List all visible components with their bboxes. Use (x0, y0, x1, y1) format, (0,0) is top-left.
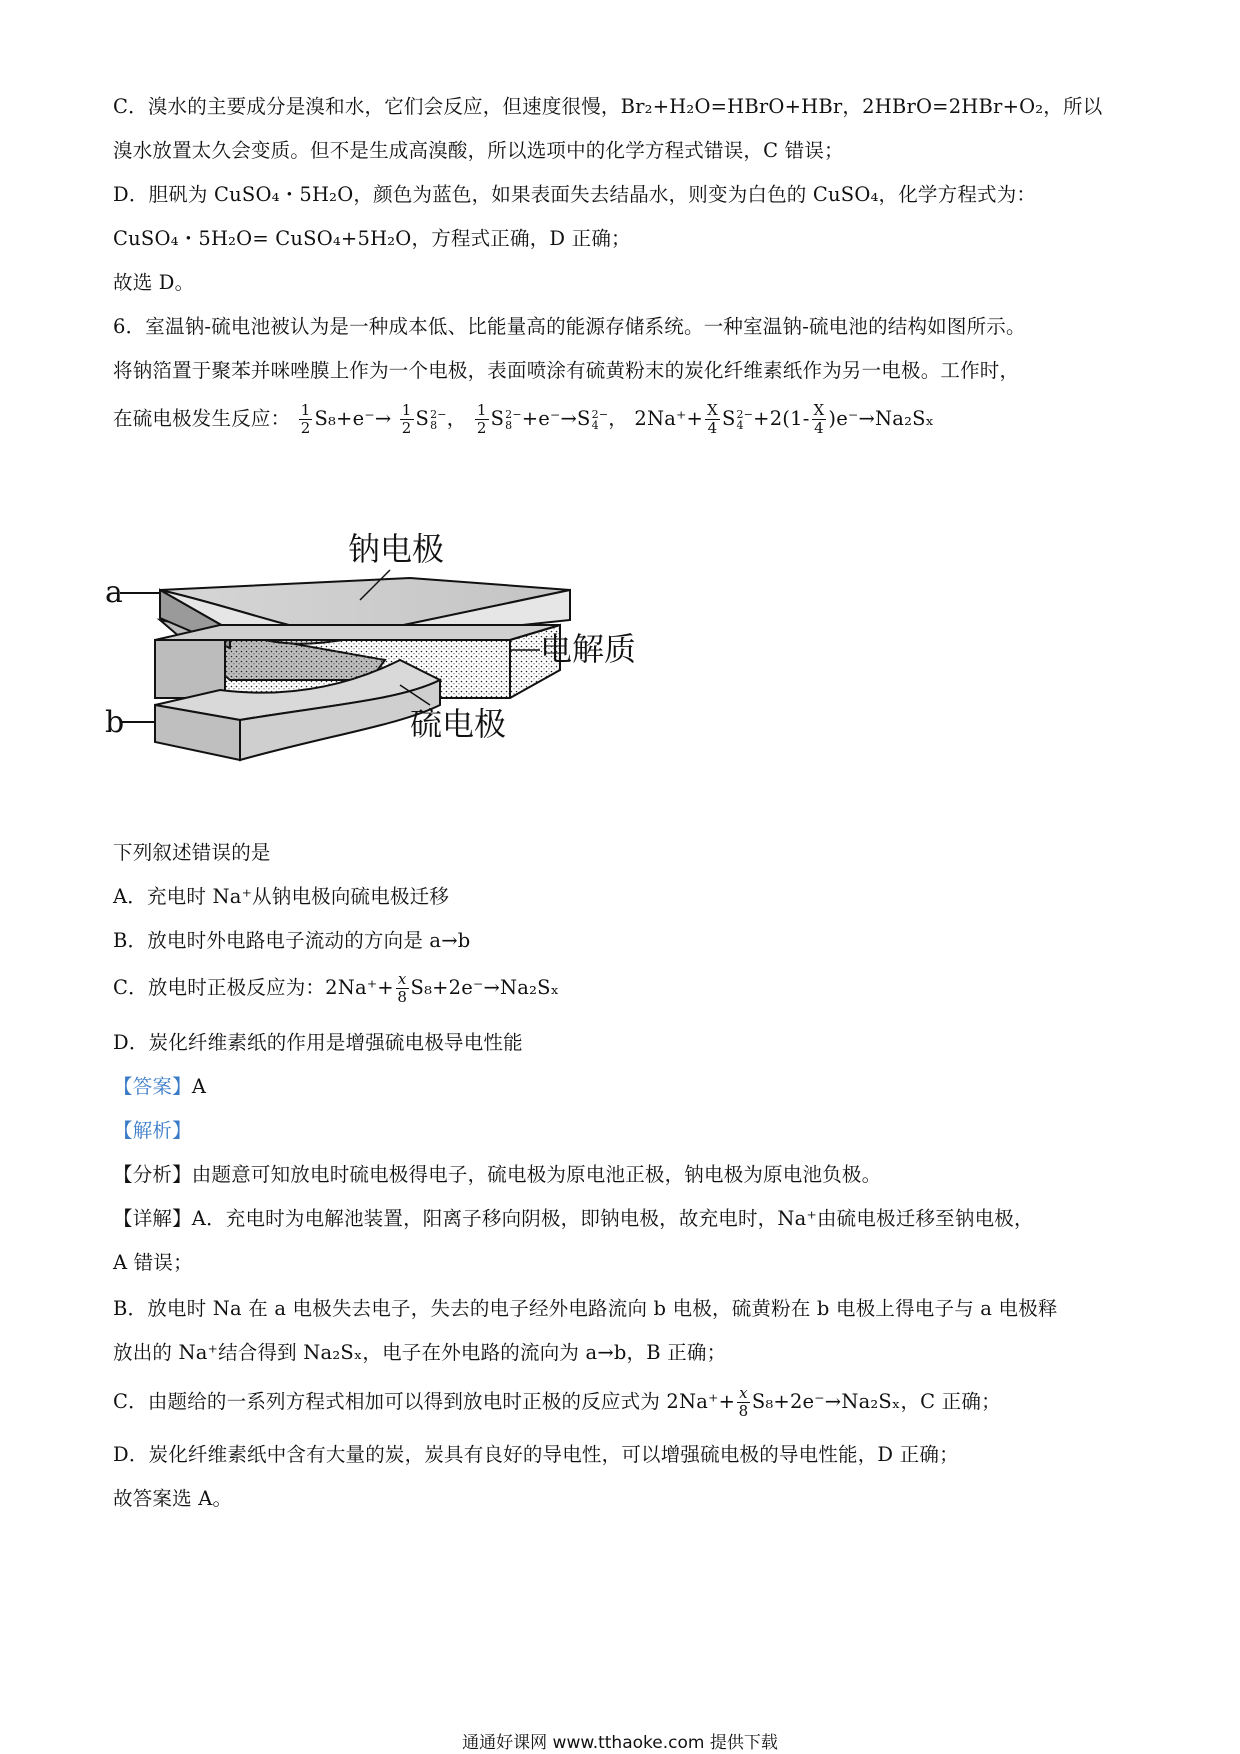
option-c-prefix: C．放电时正极反应为：2Na⁺+ (113, 976, 394, 999)
eq-term: )e⁻→Na₂Sₓ (828, 407, 935, 430)
sodium-sulfur-battery-diagram (100, 530, 720, 830)
text-line: C．溴水的主要成分是溴和水，它们会反应，但速度很慢，Br₂+H₂O=HBrO+HBr，2HBrO=2HBr+O₂，所以 (113, 95, 1103, 118)
detail-c-prefix: C．由题给的一系列方程式相加可以得到放电时正极的反应式为 2Na⁺+ (113, 1390, 736, 1413)
sulfur-electrode-reaction-line (113, 395, 934, 443)
analysis-detail: 放出的 Na⁺结合得到 Na₂Sₓ，电子在外电路的流向为 a→b，B 正确； (113, 1341, 727, 1364)
question-6-line: 6．室温钠-硫电池被认为是一种成本低、比能量高的能源存储系统。一种室温钠-硫电池的结构如图所示。 (113, 315, 1026, 338)
answer-line (113, 1072, 206, 1102)
text-line: 溴水放置太久会变质。但不是生成高溴酸，所以选项中的化学方程式错误，C 错误； (113, 139, 844, 162)
eq-term: S (490, 407, 505, 430)
analysis-detail: B．放电时 Na 在 a 电极失去电子，失去的电子经外电路流向 b 电极，硫黄粉在 b 电极上得电子与 a 电极释 (113, 1297, 1058, 1320)
ion-charge: 2− 8 (430, 407, 447, 432)
answer-value: A (191, 1075, 207, 1098)
option-a: A．充电时 Na⁺从钠电极向硫电极迁移 (113, 885, 450, 908)
ion-charge: 2− 4 (736, 407, 754, 432)
analysis-detail: A 错误； (113, 1251, 193, 1274)
fraction-x-8: $\frac{x}{8}$ (738, 1384, 749, 1420)
detail-c-suffix: S₈+2e⁻→Na₂Sₓ，C 正确； (751, 1390, 1001, 1413)
option-b: B．放电时外电路电子流动的方向是 a→b (113, 929, 471, 952)
analysis-detail: 【详解】A．充电时为电解池装置，阳离子移向阴极，即钠电极，故充电时，Na⁺由硫电极迁移至钠电极， (113, 1207, 1034, 1230)
eq-term: S (415, 407, 430, 430)
fraction-x-4: $\frac{X}{4}$ (813, 401, 825, 437)
ion-charge: 2− 4 (591, 407, 609, 432)
option-c (113, 964, 559, 1012)
analysis-detail: D．炭化纤维素纸中含有大量的炭，炭具有良好的导电性，可以增强硫电极的导电性能，D 正确； (113, 1443, 959, 1466)
eq-term: S₈+e⁻→ (314, 407, 392, 430)
label-b: b (105, 705, 125, 740)
question-stem: 下列叙述错误的是 (113, 841, 271, 864)
text-line: D．胆矾为 CuSO₄・5H₂O，颜色为蓝色，如果表面失去结晶水，则变为白色的 CuSO₄，化学方程式为： (113, 183, 1037, 206)
fraction-x-8: $\frac{x}{8}$ (397, 970, 408, 1006)
eq-term: +e⁻→S (521, 407, 591, 430)
option-d: D．炭化纤维素纸的作用是增强硫电极导电性能 (113, 1031, 523, 1054)
reaction-prefix: 在硫电极发生反应： (113, 407, 291, 430)
answer-tag: 【答案】 (113, 1075, 192, 1098)
text-line: CuSO₄・5H₂O= CuSO₄+5H₂O，方程式正确，D 正确； (113, 227, 631, 250)
fraction-half: $\frac{1}{2}$ (476, 401, 487, 437)
fraction-half: $\frac{1}{2}$ (401, 401, 412, 437)
text-line: 故选 D。 (113, 271, 195, 294)
text-line: 将钠箔置于聚苯并咪唑膜上作为一个电极，表面喷涂有硫黄粉末的炭化纤维素纸作为另一电极。工作时， (113, 359, 1020, 382)
eq-term: S (721, 407, 736, 430)
eq-term: +2(1- (753, 407, 810, 430)
analysis-fenxi: 【分析】由题意可知放电时硫电极得电子，硫电极为原电池正极，钠电极为原电池负极。 (113, 1163, 882, 1186)
eq-term: ， 2Na⁺+ (608, 407, 704, 430)
analysis-tag: 【解析】 (113, 1119, 192, 1142)
label-a: a (105, 575, 123, 610)
analysis-detail (113, 1378, 1001, 1426)
ion-charge: 2− 8 (505, 407, 522, 432)
analysis-detail: 故答案选 A。 (113, 1487, 233, 1510)
eq-sep: ， (446, 407, 467, 430)
option-c-suffix: S₈+2e⁻→Na₂Sₓ (410, 976, 560, 999)
label-sulfur-electrode: 硫电极 (410, 705, 507, 743)
fraction-half: $\frac{1}{2}$ (300, 401, 311, 437)
page-footer: 通通好课网 www.tthaoke.com 提供下载 (462, 1733, 778, 1753)
label-sodium-electrode: 钠电极 (348, 530, 445, 568)
fraction-x-4: $\frac{X}{4}$ (707, 401, 718, 437)
label-electrolyte: 电解质 (540, 630, 637, 668)
